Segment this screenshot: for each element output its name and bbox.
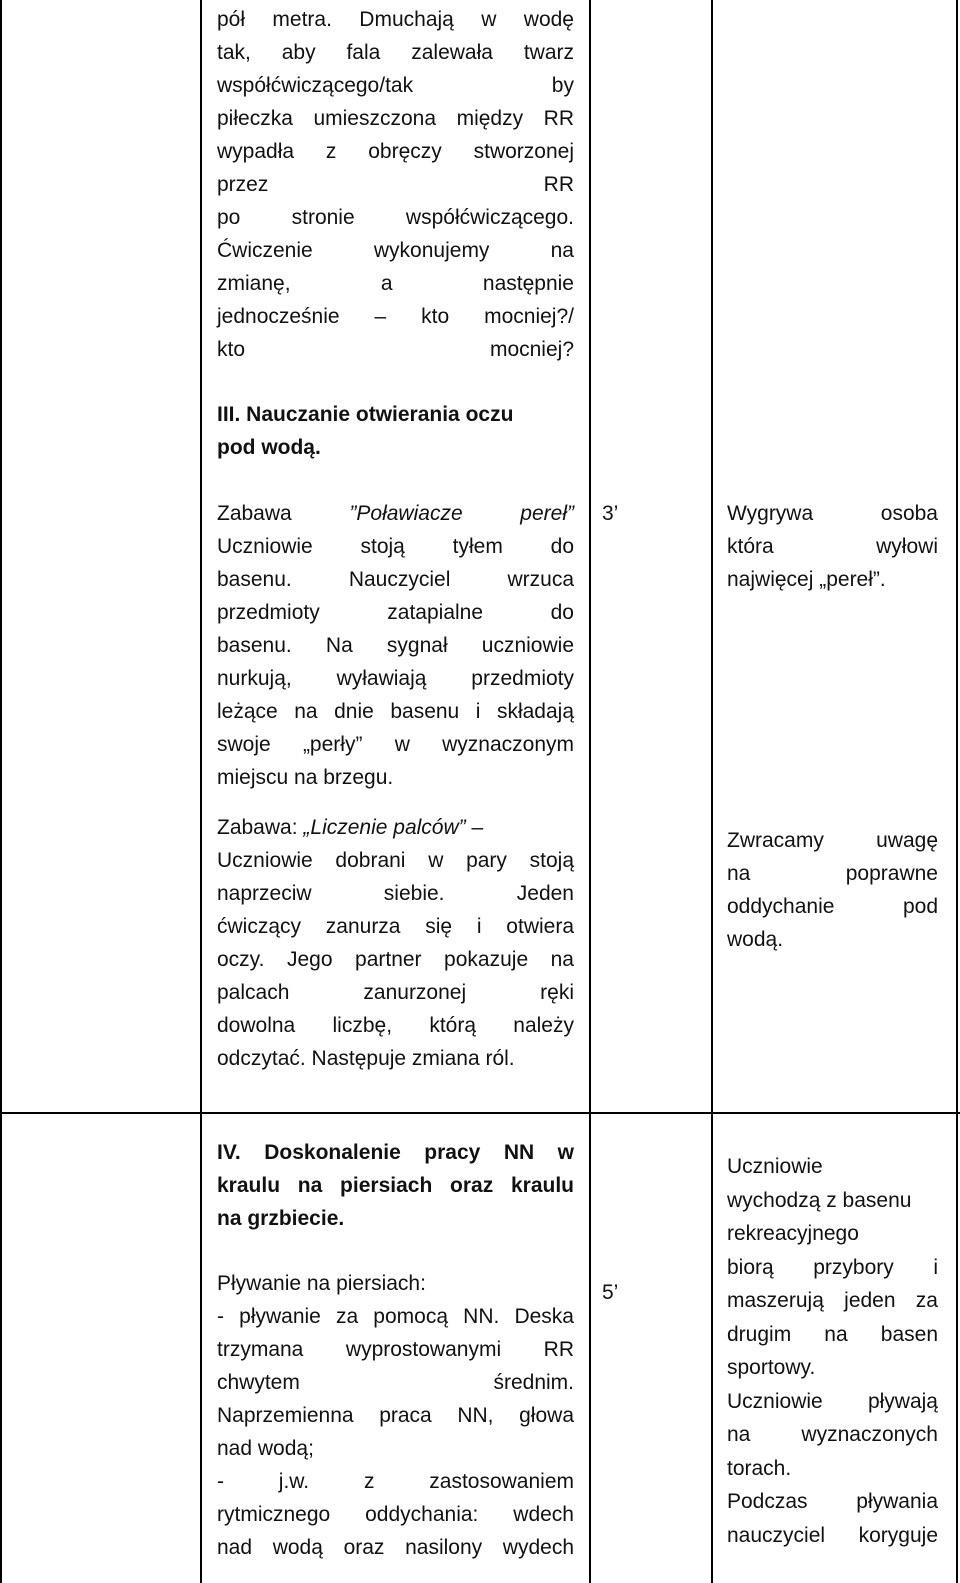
text-line: odczytać. Następuje zmiana ról.: [217, 1047, 515, 1070]
section-heading-iii: [217, 398, 574, 464]
text-line: biorą przybory i: [727, 1255, 938, 1279]
section-heading-iv: [217, 1136, 574, 1235]
text-line: wychodzą z basenu: [727, 1188, 912, 1212]
text-line: wodą.: [727, 928, 784, 951]
row-divider: [0, 1112, 960, 1114]
text-line: piłeczka umieszczona między RR: [217, 107, 574, 130]
game-title-suffix: –: [465, 816, 484, 839]
note-breathing: [727, 824, 938, 956]
text-line: oddychanie pod: [727, 895, 938, 918]
text-line: swoje „perły” w wyznaczonym: [217, 733, 574, 756]
text-line: rekreacyjnego: [727, 1222, 859, 1245]
subsection-title: Pływanie na piersiach:: [217, 1272, 426, 1295]
text-line: leżące na dnie basenu i składają: [217, 700, 574, 723]
breaststroke-exercises: [217, 1267, 574, 1564]
text-line: jednocześnie – kto mocniej?/: [217, 305, 574, 328]
text-line: Wygrywa osoba: [727, 502, 938, 525]
text-line: maszerują jeden za: [727, 1289, 938, 1312]
text-line: nurkują, wyławiają przedmioty: [217, 667, 574, 690]
text-line: nad wodą;: [217, 1437, 314, 1460]
text-line: Uczniowie: [727, 1155, 823, 1178]
text-line: Uczniowie pływają: [727, 1389, 938, 1413]
heading-line: III. Nauczanie otwierania oczu: [217, 403, 514, 426]
text-line: rytmicznego oddychania: wdech: [217, 1503, 574, 1526]
game-title-prefix: Zabawa:: [217, 816, 304, 839]
text-line: basenu. Nauczyciel wrzuca: [217, 568, 574, 591]
game-finger-counting: [217, 811, 574, 1075]
text-line: basenu. Na sygnał uczniowie: [217, 634, 574, 657]
game-title: [217, 811, 574, 844]
text-line: tak, aby fala zalewała twarz: [217, 41, 574, 64]
heading-line: pod wodą.: [217, 436, 321, 459]
game-title-name: „Liczenie palców”: [303, 816, 466, 839]
organization-notes: [727, 1150, 938, 1552]
text-line: przez RR: [217, 173, 574, 196]
table-border-left: [0, 0, 2, 1583]
time-duration: [602, 497, 702, 530]
text-line: palcach zanurzonej ręki: [217, 981, 574, 1004]
text-line: nad wodą oraz nasilony wydech: [217, 1536, 574, 1559]
heading-line: na grzbiecie.: [217, 1207, 345, 1230]
game-title: [217, 497, 574, 530]
text-line: najwięcej „pereł”.: [727, 568, 886, 591]
text-line: na wyznaczonych: [727, 1423, 938, 1446]
game-pearl-divers: [217, 497, 574, 794]
text-line: - j.w. z zastosowaniem: [217, 1470, 574, 1493]
time-duration: [602, 1276, 702, 1309]
text-line: współćwiczącego/tak by: [217, 74, 574, 97]
column-divider-1: [200, 0, 202, 1583]
text-line: zmianę, a następnie: [217, 272, 574, 295]
column-divider-3: [711, 0, 713, 1583]
heading-line: kraulu na piersiach oraz kraulu: [217, 1174, 574, 1197]
column-divider-2: [589, 0, 591, 1583]
text-line: trzymana wyprostowanymi RR: [217, 1338, 574, 1361]
text-line: na poprawne: [727, 862, 938, 885]
note-winner: [727, 497, 938, 596]
text-line: Ćwiczenie wykonujemy na: [217, 239, 574, 262]
text-line: torach.: [727, 1456, 792, 1480]
text-line: - pływanie za pomocą NN. Deska: [217, 1305, 574, 1328]
text-line: Podczas pływania: [727, 1490, 938, 1513]
text-line: Zwracamy uwagę: [727, 829, 938, 852]
text-line: Naprzemienna praca NN, głowa: [217, 1404, 574, 1427]
game-title-prefix: Zabawa: [217, 502, 350, 525]
text-line: sportowy.: [727, 1356, 816, 1379]
text-line: Uczniowie stoją tyłem do: [217, 535, 574, 558]
text-line: która wyłowi: [727, 535, 938, 558]
text-line: pół metra. Dmuchają w wodę: [217, 8, 574, 31]
text-line: drugim na basen: [727, 1322, 938, 1346]
text-line: wypadła z obręczy stworzonej: [217, 140, 574, 163]
time-value: 5’: [602, 1281, 619, 1304]
text-line: miejscu na brzegu.: [217, 766, 394, 789]
text-line: dowolna liczbę, którą należy: [217, 1014, 574, 1037]
text-line: Uczniowie dobrani w pary stoją: [217, 849, 574, 872]
text-line: oczy. Jego partner pokazuje na: [217, 948, 574, 971]
text-line: przedmioty zatapialne do: [217, 601, 574, 624]
table-border-right: [956, 0, 958, 1583]
text-line: naprzeciw siebie. Jeden: [217, 882, 574, 905]
time-value: 3’: [602, 502, 619, 525]
exercise-description-continued: [217, 3, 574, 366]
game-title-name: ”Poławiacze pereł”: [349, 502, 574, 525]
text-line: chwytem średnim.: [217, 1371, 574, 1394]
text-line: nauczyciel koryguje: [727, 1523, 938, 1547]
heading-line: IV. Doskonalenie pracy NN w: [217, 1141, 574, 1164]
text-line: ćwiczący zanurza się i otwiera: [217, 915, 574, 938]
text-line: po stronie współćwiczącego.: [217, 206, 574, 229]
text-line: kto mocniej?: [217, 338, 574, 361]
